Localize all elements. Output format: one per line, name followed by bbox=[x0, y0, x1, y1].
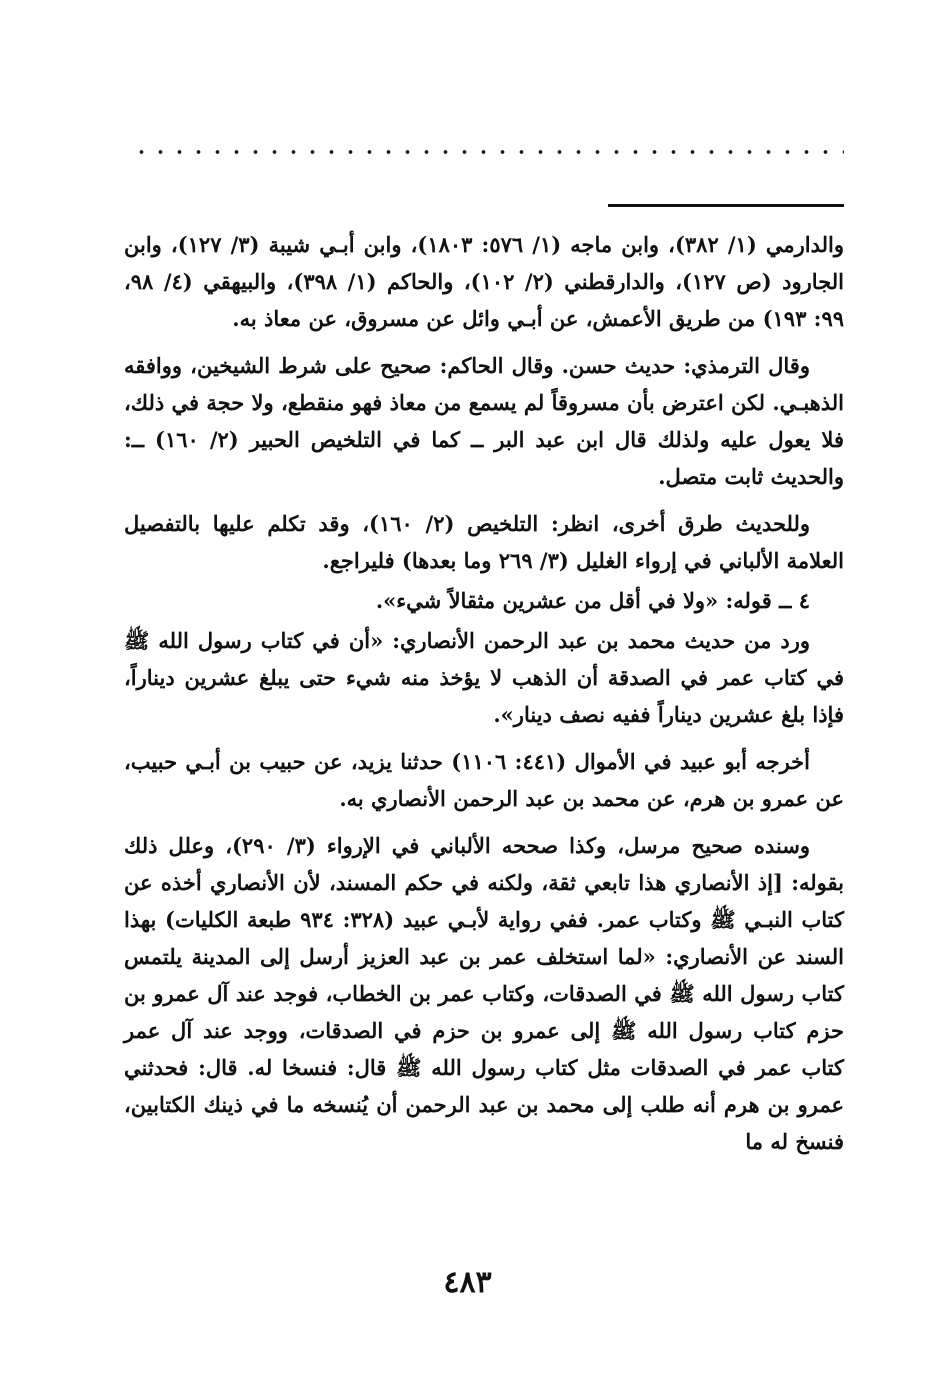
paragraph-isnad: وسنده صحيح مرسل، وكذا صححه الألباني في الإرواء (٣/ ٢٩٠)، وعلل ذلك بقوله: [إذ الأنصاري هذا تابعي ثقة، ولكنه في حكم المسند، لأن الأنصاري أخذه عن كتاب النبـي ﷺ وكتاب عمر. ففي رواية لأبـي عبيد (٣٢٨: ٩٣٤ طبعة الكليات) بهذا السند عن الأنصاري: «لما استخلف عمر بن عبد العزيز أرسل إلى المدينة يلتمس كتاب رسول الله ﷺ في الصدقات، وكتاب عمر بن الخطاب، فوجد عند آل عمرو بن حزم كتاب رسول الله ﷺ إلى عمرو بن حزم في الصدقات، ووجد عند آل عمر كتاب عمر في الصدقات مثل كتاب رسول الله ﷺ قال: فنسخا له. قال: فحدثني عمرو بن هرم أنه طلب إلى محمد بن عبد الرحمن أن يُنسخه ما في ذينك الكتابين، فنسخ له ما bbox=[124, 833, 844, 1154]
paragraph-hadith: ورد من حديث محمد بن عبد الرحمن الأنصاري: «أن في كتاب رسول الله ﷺ في كتاب عمر في الصدقة أن الذهب لا يؤخذ منه شيء حتى يبلغ عشرين ديناراً، فإذا بلغ عشرين ديناراً ففيه نصف دينار». bbox=[124, 628, 844, 727]
paragraph-grading: وقال الترمذي: حديث حسن. وقال الحاكم: صحيح على شرط الشيخين، ووافقه الذهبـي. لكن اعترض بأن مسروقاً لم يسمع من معاذ فهو منقطع، ولا حجة في ذلك، فلا يعول عليه ولذلك قال ابن عبد البر ــ كما في التلخيص الحبير (٢/ ١٦٠) ــ: والحديث ثابت متصل. bbox=[124, 353, 845, 489]
paragraph-sources: والدارمي (١/ ٣٨٢)، وابن ماجه (١/ ٥٧٦: ١٨٠٣)، وابن أبـي شيبة (٣/ ١٢٧)، وابن الجارود (ص ١٢٧)، والدارقطني (٢/ ١٠٢)، والحاكم (١/ ٣٩٨)، والبيهقي (٤/ ٩٨، ٩٩: ١٩٣) من طريق الأعمش، عن أبـي وائل عن مسروق، عن معاذ به. bbox=[124, 232, 844, 331]
dotted-separator bbox=[128, 146, 844, 158]
paragraph-takhrij: أخرجه أبو عبيد في الأموال (٤٤١: ١١٠٦) حدثنا يزيد، عن حبيب بن أبـي حبيب، عن عمرو بن هرم، عن محمد بن عبد الرحمن الأنصاري به. bbox=[124, 749, 844, 811]
footnote-rule bbox=[608, 204, 844, 207]
paragraph-heading-4: ٤ ــ قوله: «ولا في أقل من عشرين مثقالاً شيء». bbox=[375, 588, 810, 613]
footnote-text bbox=[124, 226, 844, 1160]
paragraph-other-routes: وللحديث طرق أخرى، انظر: التلخيص (٢/ ١٦٠)، وقد تكلم عليها بالتفصيل العلامة الألباني في إرواء الغليل (٣/ ٢٦٩ وما بعدها) فليراجع. bbox=[124, 511, 844, 573]
page-number: ٤٨٣ bbox=[443, 1265, 492, 1300]
